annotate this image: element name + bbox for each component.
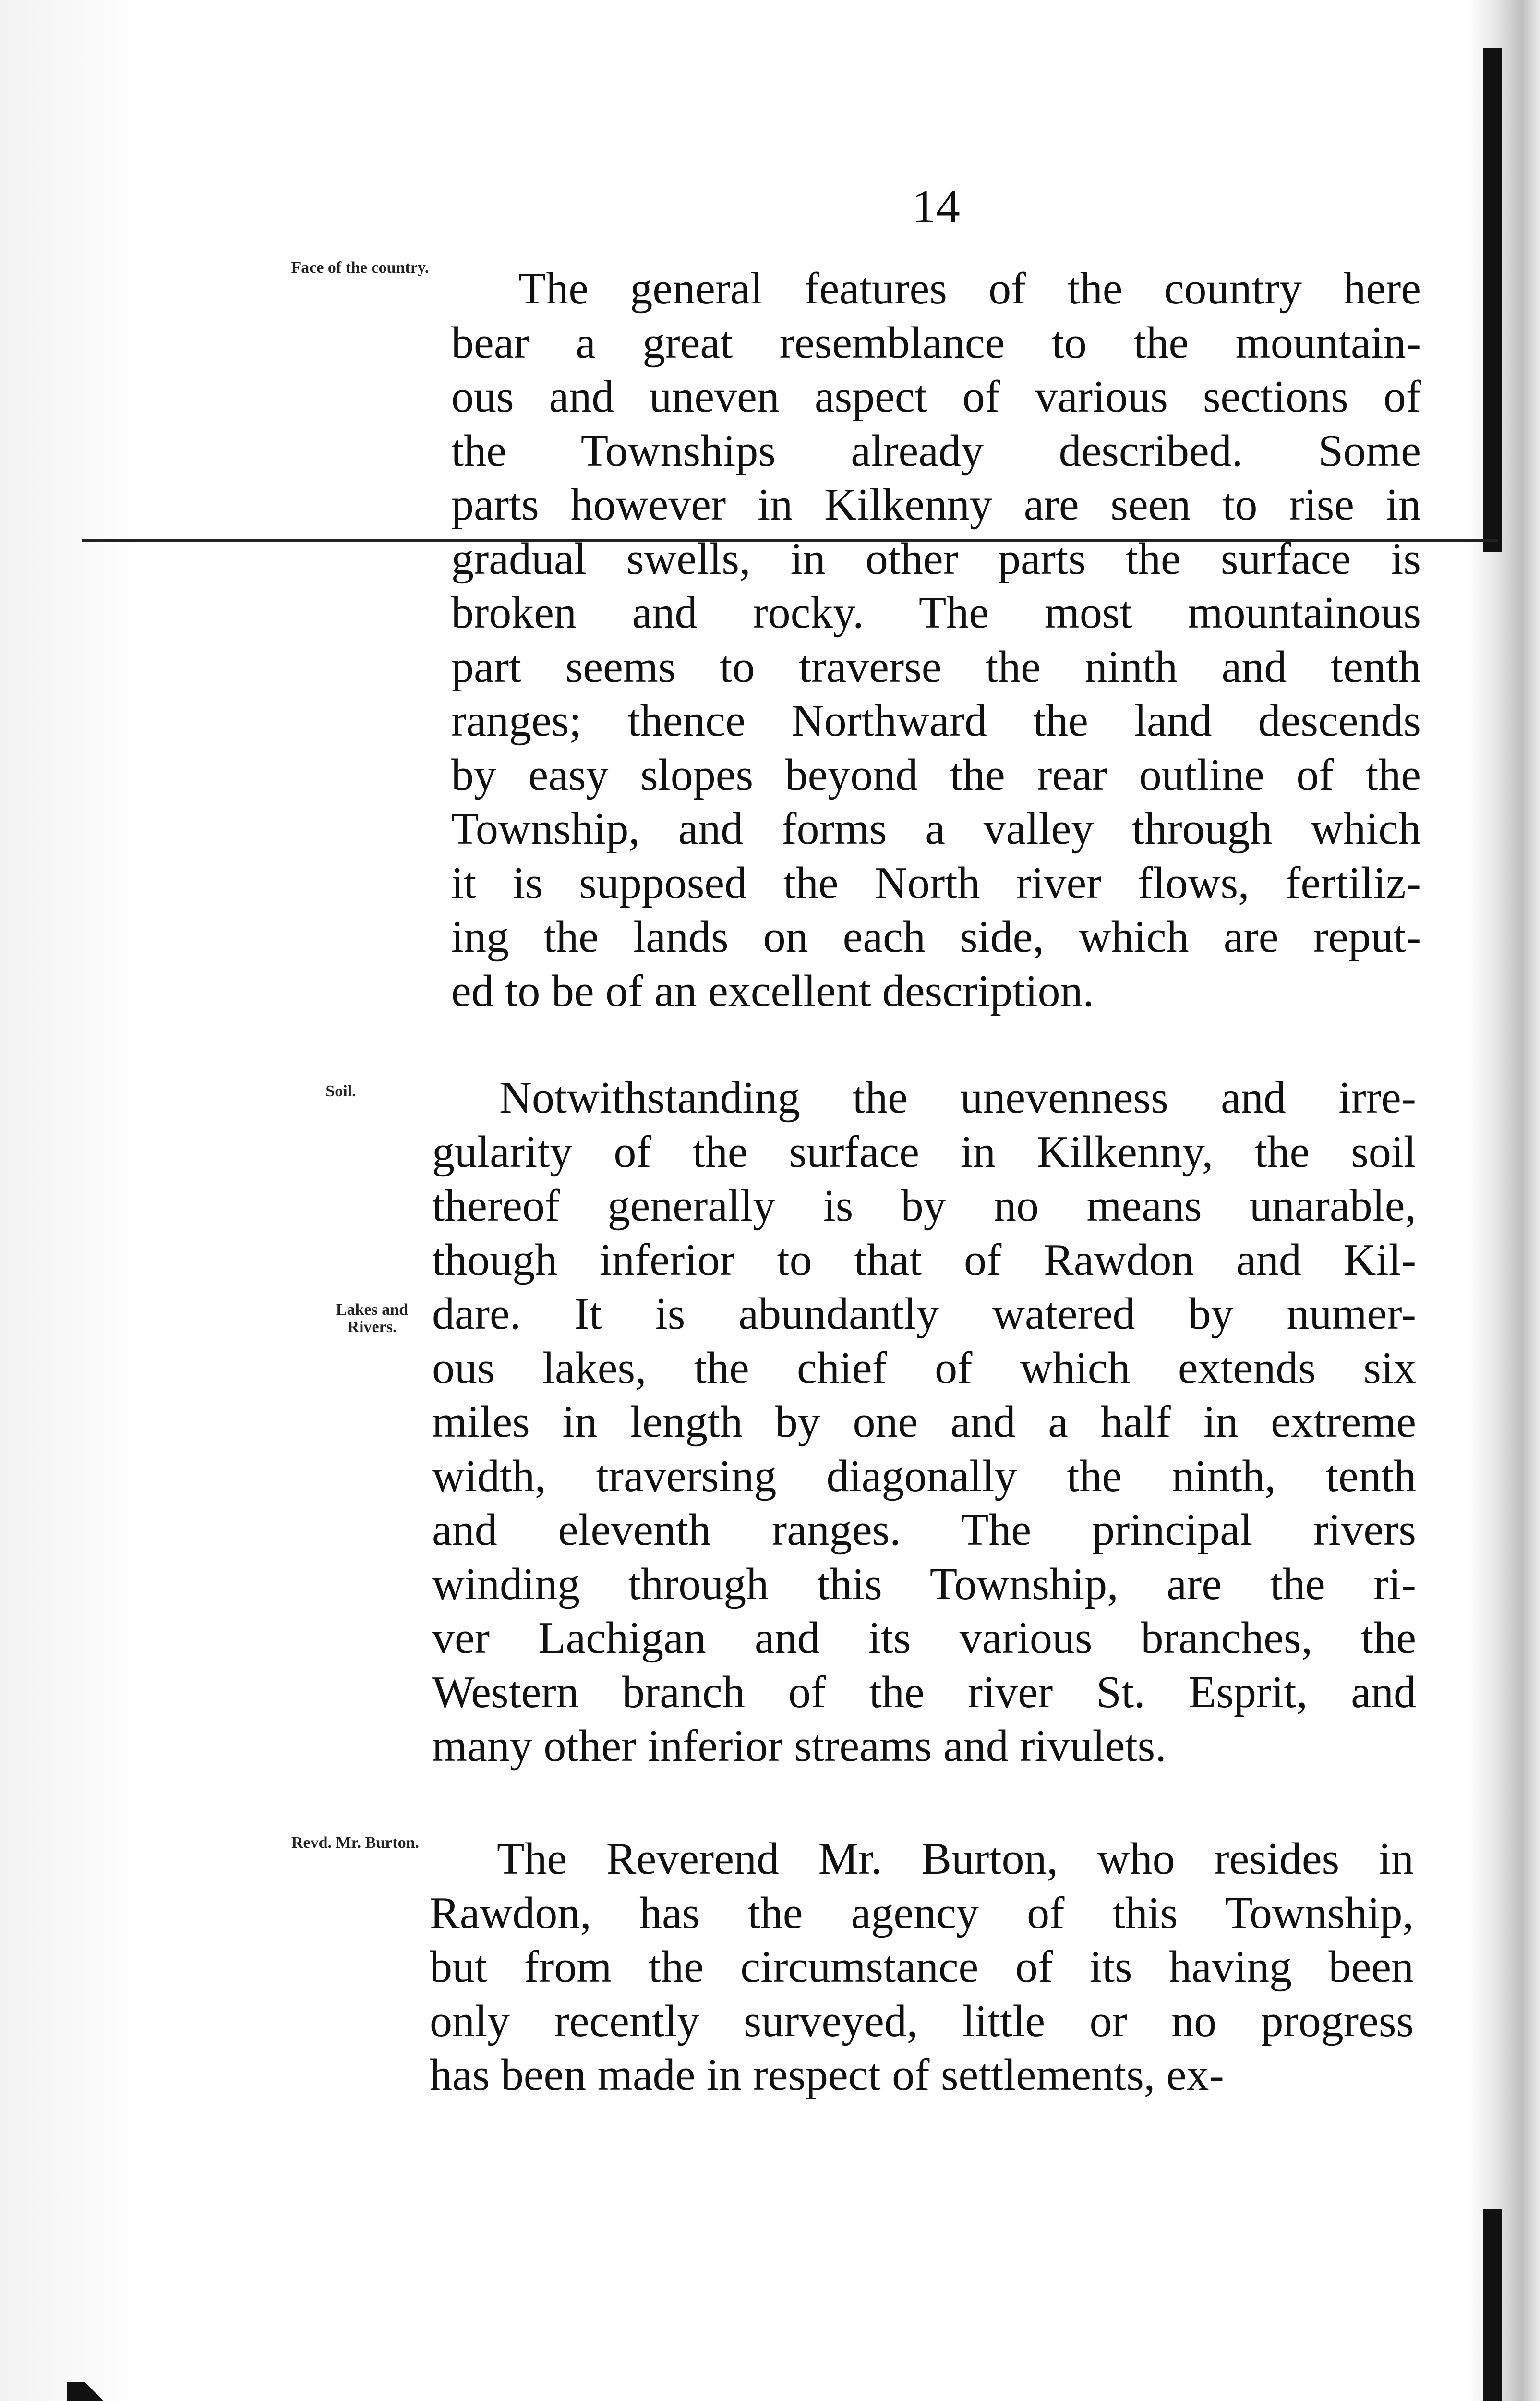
- text-line: gularity of the surface in Kilkenny, the soil: [432, 1127, 1416, 1177]
- text-line: The general features of the country here: [518, 264, 1421, 314]
- scan-shadow-left: [0, 0, 144, 2401]
- text-line: miles in length by one and a half in extreme: [432, 1397, 1416, 1447]
- margin-note-lakes: Lakes and Rivers.: [336, 1301, 409, 1336]
- margin-note-soil: Soil.: [325, 1082, 356, 1100]
- text-line: parts however in Kilkenny are seen to rise in: [451, 480, 1421, 530]
- text-line: ed to be of an excellent description.: [451, 966, 1094, 1016]
- text-line: only recently surveyed, little or no progress: [430, 1996, 1414, 2046]
- paragraph-face-of-country: [451, 262, 1421, 1018]
- text-line: Western branch of the river St. Esprit, and: [432, 1667, 1416, 1717]
- page-number: 14: [912, 180, 960, 233]
- text-line: by easy slopes beyond the rear outline of the: [451, 750, 1421, 800]
- text-line: Township, and forms a valley through which: [451, 804, 1421, 854]
- margin-note-burton: Revd. Mr. Burton.: [291, 1834, 420, 1852]
- text-line: part seems to traverse the ninth and tenth: [451, 642, 1421, 692]
- text-line: The Reverend Mr. Burton, who resides in: [497, 1834, 1414, 1884]
- text-line: the Townships already described. Some: [451, 425, 1421, 476]
- text-line: winding through this Township, are the ri-: [432, 1559, 1416, 1609]
- text-line: ranges; thence Northward the land descends: [451, 696, 1421, 746]
- text-line: ing the lands on each side, which are reput-: [451, 912, 1421, 962]
- text-line: though inferior to that of Rawdon and Kil-: [432, 1235, 1416, 1285]
- text-line: bear a great resemblance to the mountain-: [451, 317, 1421, 368]
- text-line: broken and rocky. The most mountainous: [451, 588, 1421, 638]
- text-line: ous lakes, the chief of which extends six: [432, 1343, 1416, 1393]
- text-line: many other inferior streams and rivulets.: [432, 1721, 1167, 1771]
- text-line: thereof generally is by no means unarable,: [432, 1181, 1416, 1231]
- text-line: and eleventh ranges. The principal rivers: [432, 1505, 1416, 1555]
- paragraph-soil: [432, 1071, 1416, 1773]
- text-line: but from the circumstance of its having been: [430, 1942, 1414, 1992]
- text-line: ver Lachigan and its various branches, the: [432, 1613, 1416, 1663]
- text-line: Rawdon, has the agency of this Township,: [430, 1888, 1414, 1938]
- text-line: width, traversing diagonally the ninth, tenth: [432, 1451, 1416, 1501]
- text-line: it is supposed the North river flows, fertiliz-: [451, 858, 1421, 908]
- text-line: ous and uneven aspect of various sections of: [451, 372, 1421, 422]
- scan-binding-bar-bottom: [1483, 2209, 1502, 2401]
- margin-note-face: Face of the country.: [291, 259, 429, 277]
- paragraph-revd-burton: [430, 1832, 1414, 2102]
- scan-shadow-right: [1468, 0, 1540, 2401]
- text-line: has been made in respect of settlements, ex-: [430, 2050, 1224, 2100]
- text-line: dare. It is abundantly watered by numer-: [432, 1289, 1416, 1339]
- text-line: Notwithstanding the unevenness and irre-: [499, 1073, 1416, 1123]
- text-line: gradual swells, in other parts the surface is: [451, 534, 1421, 584]
- scan-binding-bar-top: [1483, 48, 1502, 552]
